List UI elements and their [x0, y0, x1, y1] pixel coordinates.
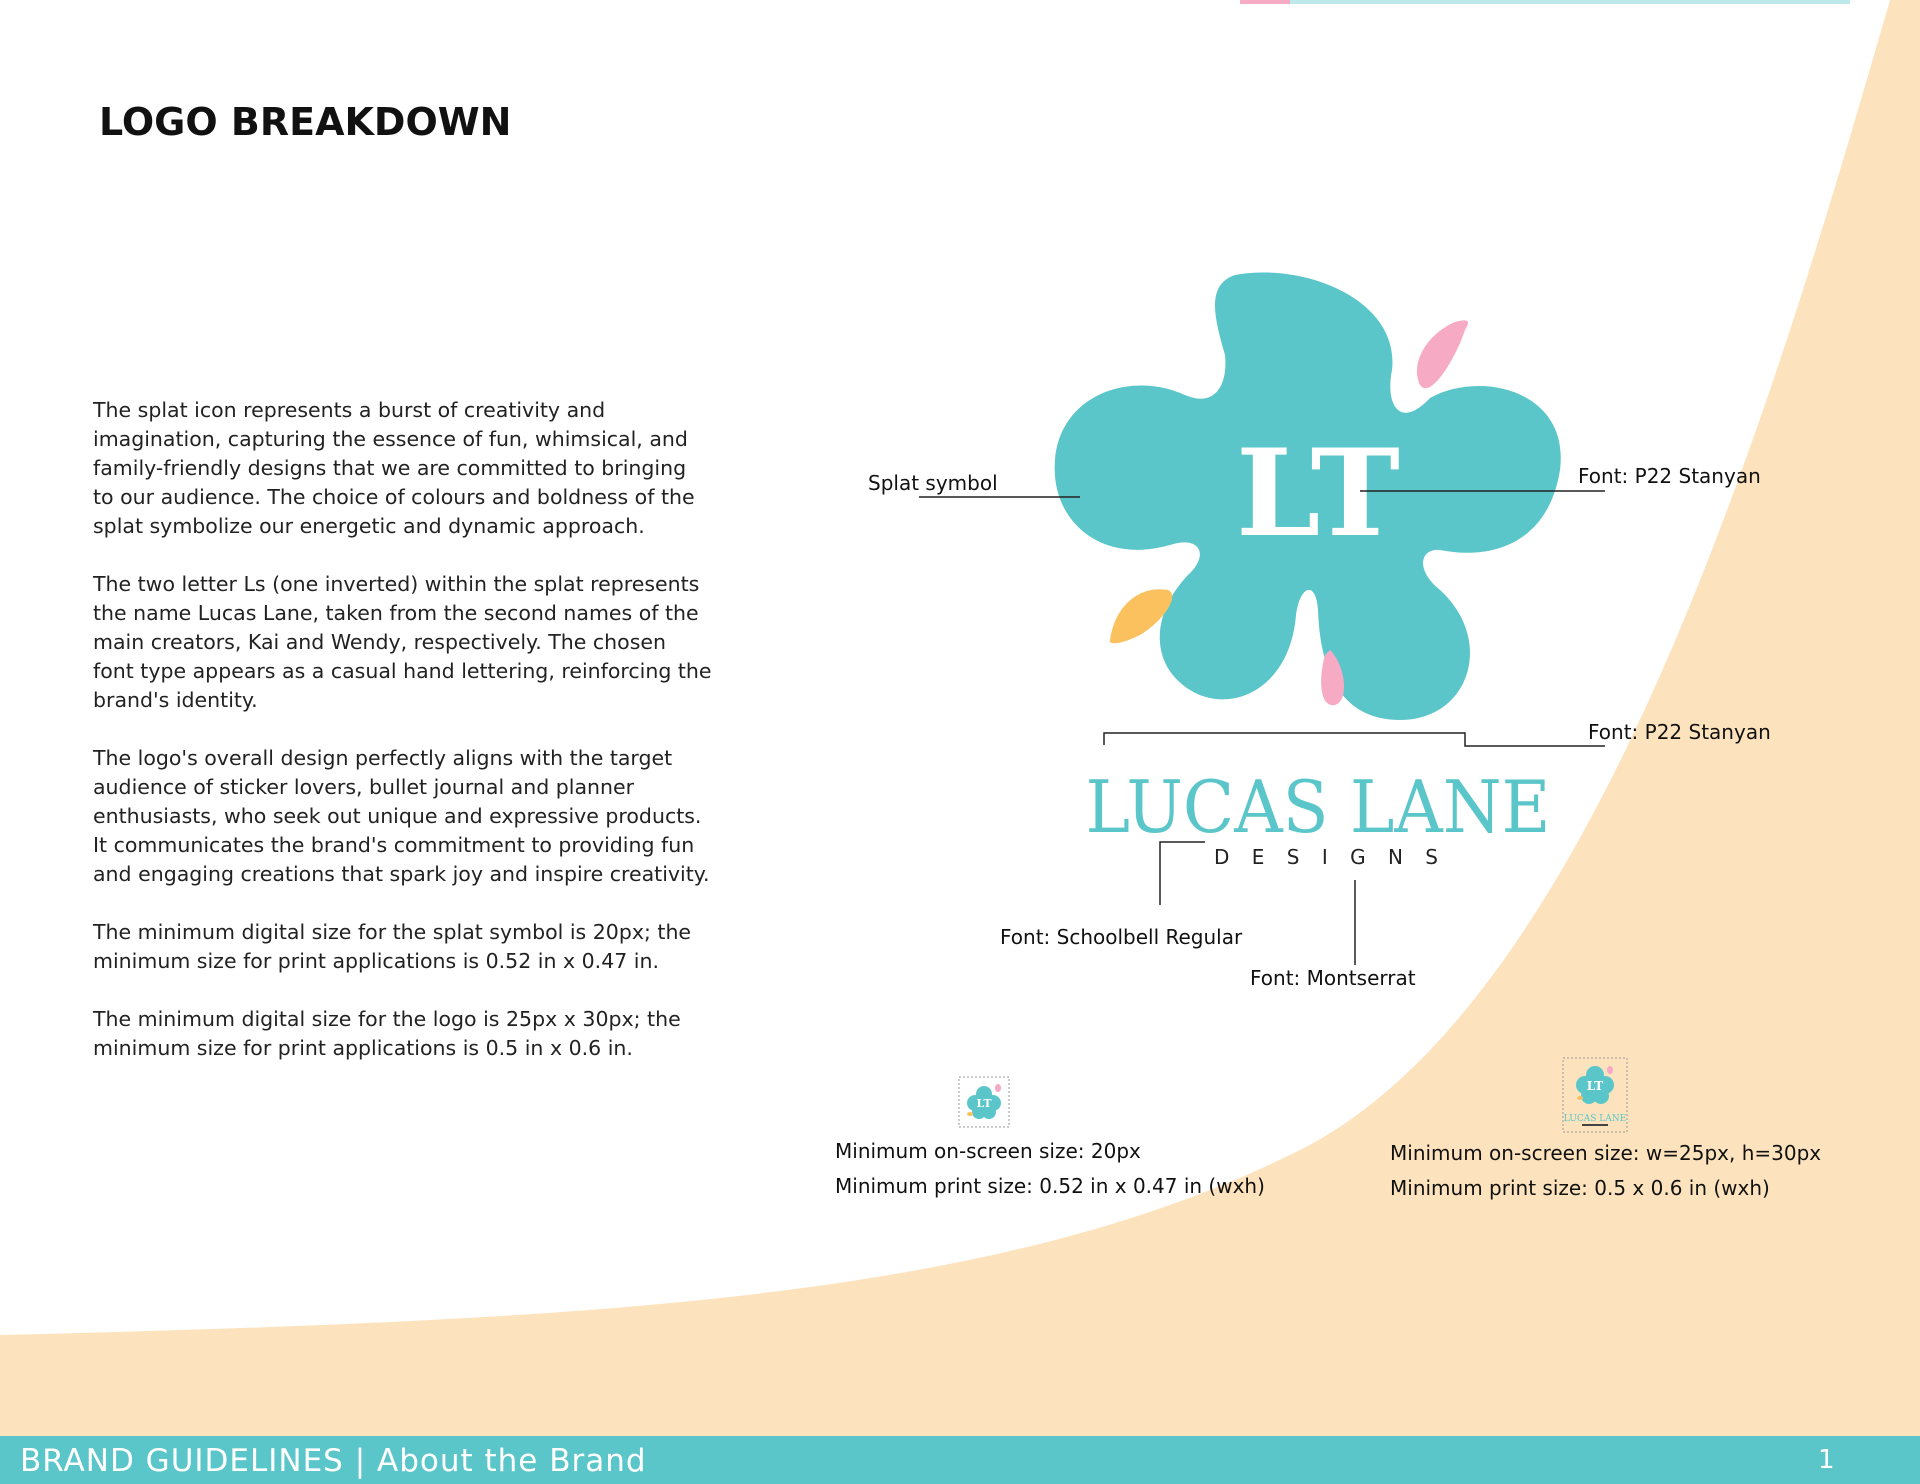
- paragraph-audience: The logo's overall design perfectly aligns with the target audience of sticker lovers, bullet journal and planner enthusiasts, who seek out unique and expressive products. It communicates the brand's commitment to providing fun and engaging creations that spark joy and inspire creativity.: [93, 746, 710, 886]
- logo-size-info: [1390, 1136, 1821, 1206]
- svg-text:LT: LT: [976, 1097, 992, 1110]
- logo-print-size: Minimum print size: 0.5 x 0.6 in (wxh): [1390, 1176, 1770, 1200]
- symbol-screen-size: Minimum on-screen size: 20px: [835, 1139, 1141, 1163]
- page-title: LOGO BREAKDOWN: [99, 100, 512, 144]
- tagline-text: D E S I G N S: [1214, 845, 1446, 869]
- logo-screen-size: Minimum on-screen size: w=25px, h=30px: [1390, 1141, 1822, 1165]
- monogram-text: LT: [1236, 423, 1400, 564]
- symbol-print-size: Minimum print size: 0.52 in x 0.47 in (wxh): [835, 1174, 1265, 1198]
- paragraph-letters: The two letter Ls (one inverted) within the splat represents the name Lucas Lane, taken from the second names of the main creators, Kai and Wendy, respectively. The chosen font type appears as a casual hand lettering, reinforcing the brand's identity.: [93, 572, 712, 712]
- mini-symbol-icon: [958, 1076, 1010, 1128]
- paragraph-logo-min-size: The minimum digital size for the logo is 25px x 30px; the minimum size for print applications is 0.5 in x 0.6 in.: [93, 1007, 681, 1060]
- footer-text: BRAND GUIDELINES | About the Brand: [20, 1443, 647, 1479]
- svg-text:LT: LT: [1586, 1079, 1604, 1093]
- annotation-font-schoolbell: Font: Schoolbell Regular: [1000, 925, 1243, 949]
- annotation-font-monogram: Font: P22 Stanyan: [1578, 464, 1761, 488]
- splat-symbol: [1055, 272, 1561, 720]
- paragraph-splat-icon: The splat icon represents a burst of creativity and imagination, capturing the essence of fun, whimsical, and family-friendly designs that we are committed to bringing to our audience. The choice of colours and boldness of the splat symbolize our energetic and dynamic approach.: [93, 398, 695, 538]
- annotation-splat-symbol: Splat symbol: [868, 471, 998, 495]
- annotation-font-montserrat: Font: Montserrat: [1250, 966, 1416, 990]
- mini-logo-icon: [1562, 1057, 1628, 1133]
- page-number: 1: [1818, 1445, 1835, 1475]
- wordmark-text: LUCAS LANE: [1085, 765, 1551, 849]
- paragraph-symbol-min-size: The minimum digital size for the splat symbol is 20px; the minimum size for print applications is 0.52 in x 0.47 in.: [93, 920, 692, 973]
- annotation-font-wordmark: Font: P22 Stanyan: [1588, 720, 1771, 744]
- symbol-size-info: [835, 1134, 1265, 1204]
- mini-wordmark-text: LUCAS LANE: [1563, 1114, 1627, 1124]
